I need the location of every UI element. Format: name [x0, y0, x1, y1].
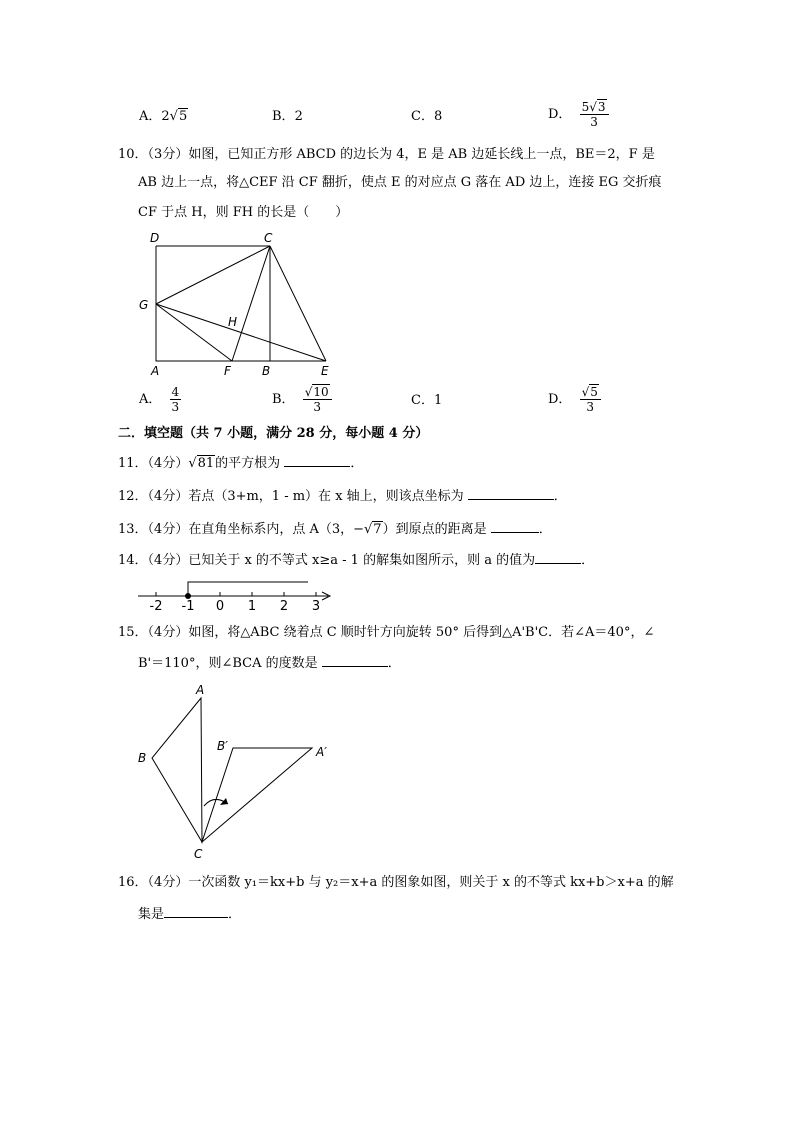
label-g: G: [139, 298, 149, 312]
tick-label: -1: [181, 599, 195, 614]
q11: 11．（4分）√81的平方根为 ．: [118, 456, 364, 471]
tick-label: 0: [215, 599, 225, 614]
tick-label: 3: [311, 599, 321, 614]
q14-answer-blank[interactable]: [535, 551, 581, 564]
label-a-prime: A′: [316, 745, 327, 759]
tick-label: 1: [247, 599, 257, 614]
label-h: H: [228, 315, 238, 329]
label-d: D: [150, 231, 160, 245]
q12-answer-blank[interactable]: [468, 487, 554, 500]
q12: 12．（4分）若点（3+m，1 - m）在 x 轴上，则该点坐标为 ．: [118, 489, 567, 504]
tick-label: -2: [149, 599, 163, 614]
q15-line2: B'＝110°，则∠BCA 的度数是 ．: [138, 656, 401, 671]
q9-option-a: A．2√5: [139, 109, 188, 124]
label-a: A: [151, 364, 160, 378]
section-heading: 二．填空题（共 7 小题，满分 28 分，每小题 4 分）: [118, 426, 429, 441]
q10-option-c: C．1: [411, 393, 443, 408]
q14: 14．（4分）已知关于 x 的不等式 x≥a - 1 的解集如图所示，则 a 的值为 ．: [118, 553, 595, 568]
q15-answer-blank[interactable]: [322, 654, 388, 667]
label-e: E: [321, 364, 329, 378]
q9-option-b: B．2: [272, 109, 303, 124]
q10-line1: 10．（3分）如图，已知正方形 ABCD 的边长为 4，E 是 AB 边延长线上一点，BE＝2，F 是: [118, 147, 655, 162]
q10-option-a: A． $\frac{4}{3}$: [139, 385, 180, 414]
q10-line3: CF 于点 H，则 FH 的长是（ ）: [138, 205, 349, 220]
tick-label: 2: [279, 599, 289, 614]
label-b-prime: B′: [217, 739, 228, 753]
label-f: F: [224, 364, 231, 378]
number-line: [136, 574, 341, 614]
q10-square-figure: [130, 228, 345, 380]
q10-option-d: D． $\frac{√5}{3}$: [548, 385, 601, 414]
q10-line2: AB 边上一点，将△CEF 沿 CF 翻折，使点 E 的对应点 G 落在 AD 边上，连接 EG 交折痕: [138, 175, 662, 190]
q13-answer-blank[interactable]: [491, 520, 539, 533]
q10-option-b: B． $\frac{√10}{3}$: [272, 385, 332, 414]
q9-option-d: D． $\frac{5√3}{3}$: [548, 100, 609, 129]
label-b: B: [262, 364, 271, 378]
q15-line1: 15．（4分）如图，将△ABC 绕着点 C 顺时针方向旋转 50° 后得到△A'B'C．若∠A＝40°，∠: [118, 625, 655, 640]
q15-rotation-figure: [130, 680, 350, 865]
rotation-arrow-head: [220, 798, 228, 805]
q11-answer-blank[interactable]: [284, 454, 350, 467]
q9-option-c: C．8: [411, 109, 443, 124]
label-c: C: [194, 847, 203, 861]
q16-line2: 集是 ．: [138, 907, 242, 922]
q16-line1: 16．（4分）一次函数 y₁＝kx+b 与 y₂＝x+a 的图象如图，则关于 x 的不等式 kx+b＞x+a 的解: [118, 875, 674, 890]
label-c: C: [264, 231, 273, 245]
label-a: A: [196, 683, 205, 697]
q16-answer-blank[interactable]: [164, 905, 228, 918]
q13: 13．（4分）在直角坐标系内，点 A（3，−√7）到原点的距离是 ．: [118, 522, 552, 537]
label-b: B: [138, 751, 147, 765]
